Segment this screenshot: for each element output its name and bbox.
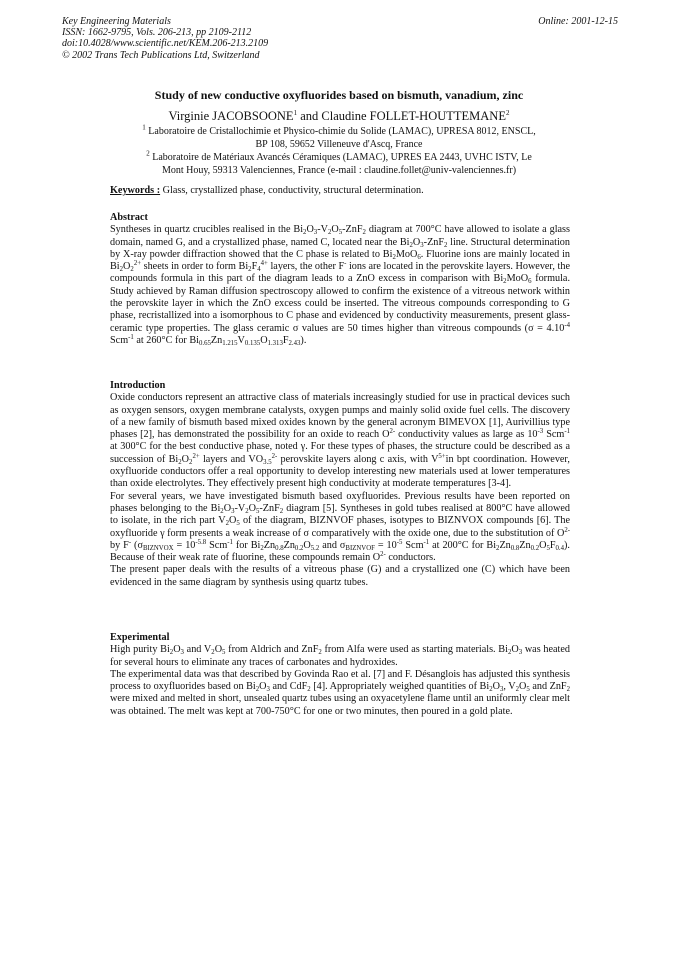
author-1: Virginie JACOBSOONE	[168, 109, 294, 123]
introduction-section	[110, 380, 570, 589]
affiliation-1: $^1$ Laboratoire de Cristallochimie et Physico-chimie du Solide (LAMAC), UPRESA 8012, ENSCL, BP 108, 59652 Villeneuve d'Ascq, France	[142, 123, 536, 150]
keywords	[110, 185, 570, 196]
online-date: Online: 2001-12-15	[538, 16, 618, 27]
author-line: Virginie JACOBSOONE$^1$ and Claudine FOLLET-HOUTTEMANE$^2$	[168, 108, 510, 123]
introduction-paragraph-2: For several years, we have investigated bismuth based oxyfluorides. Previous results have been reported on phases belonging to the $Bi_2O_3-V_2O_5-ZnF_2$ diagram [5]. Syntheses in gold tubes realised at 800°C have allowed to isolate, in the rich part $V_2O_5$ of the diagram, BIZNVOF phases, isotypes to BIZNVOX compounds [6]. The oxyfluoride γ form presents a weak increase of σ comparatively with the oxide one, due to the substitution of $O^{2-}$ by F- ($\sigma_{BIZNVOX} = 10^{-5.8}$ Scm$^{-1}$ for $Bi_2Zn_{0.8}Zn_{0.2}O_{5.2}$ and $\sigma_{BIZNVOF} = 10^{-5}$ Scm$^{-1}$ at 200°C for $Bi_2Zn_{0.8}Zn_{0.2}O_5F_{0.4}$). Because of their weak rate of fluorine, these compounds remain $O^{2-}$ conductors.	[110, 490, 570, 564]
abstract-heading: Abstract	[110, 212, 148, 223]
introduction-paragraph-3: The present paper deals with the results of a vitreous phase (G) and a crystallized one (C) which have been evidenced in the same diagram by synthesis using quartz tubes.	[110, 564, 570, 588]
issn-line: ISSN: 1662-9795, Vols. 206-213, pp 2109-2112	[62, 27, 252, 39]
keywords-text: Glass, crystallized phase, conductivity, structural determination.	[162, 185, 424, 196]
experimental-paragraph-1: High purity $Bi_2O_3$ and $V_2O_5$ from Aldrich and ZnF$_2$ from Alfa were used as starting materials. $Bi_2O_3$ was heated for several hours to eliminate any traces of carbonates and hydroxides.	[110, 644, 570, 668]
keywords-label: Keywords :	[110, 185, 161, 196]
abstract-text: Syntheses in quartz crucibles realised in the $Bi_2O_3-V_2O_5-ZnF_2$ diagram at 700°C have allowed to isolate a glass domain, named G, and a crystallized phase, named C, located near the $Bi_2O_3-ZnF_2$ line. Structural determination by X-ray powder diffraction showed that the C phase is related to $Bi_2MoO_6$. Fluorine ions are mainly located in $Bi_2O_2^{2+}$ sheets in order to form $Bi_2F_4^{4+}$ layers, the other F- ions are located in the perovskite layers. However, the compounds formula in this part of the diagram leads to a ZnO excess in comparison with $Bi_2MoO_6$ formula. Study achieved by Raman diffusion spectroscopy allowed to confirm the existence of a vitreous network within the perovskite layer in which the ZnO excess could be inserted. The vitreous compounds corresponding to G phase, recristallized into a isomorphous to C phase and evidenced by conductivity measurements, present glass-ceramic type properties. The glass ceramic σ values are 50 times higher than vitreous compounds ($\sigma = 4.10^{-4}$ Scm$^{-1}$ at 260°C for $Bi_{0.65}Zn_{1.215}V_{0.135}O_{1.313}F_{2.43}$).	[110, 224, 570, 347]
experimental-section	[110, 632, 570, 718]
paper-title: Study of new conductive oxyfluorides based on bismuth, vanadium, zinc	[154, 88, 524, 102]
introduction-paragraph-1: Oxide conductors represent an attractive class of materials increasingly studied for use in practical devices such as oxygen sensors, oxygen membrane catalysts, oxygen pumps and mainly solid oxide fuel cells. The discovery of a new family of bismuth based mixed oxides known by the general acronym BIMEVOX [1], Aurivillius type phases [2], has demonstrated the possibility for an oxide to reach $O^{2-}$ conductivity values as large as $10^{-3}$ Scm$^{-1}$ at 300°C for the best conductive phase, noted γ. For these types of phases, the structure could be described as a succession of $Bi_2O_2^{2+}$ layers and $VO_{3.5}^{2-}$ perovskite layers along c axis, with $V^{5+}in$ bpt coordination. However, oxyfluoride conductors offer a real opportunity to develop interesting new materials used at lower temperatures than oxide electrolytes. They effectively present high conductivity at moderate temperatures [3-4].	[110, 392, 570, 490]
doi-line[interactable]: doi:10.4028/www.scientific.net/KEM.206-213.2109	[62, 38, 269, 50]
copyright-line: © 2002 Trans Tech Publications Ltd, Switzerland	[62, 49, 260, 61]
introduction-heading: Introduction	[110, 380, 166, 391]
affiliation-2: $^2$ Laboratoire de Matériaux Avancés Céramiques (LAMAC), UPRES EA 2443, UVHC ISTV, Le Mont Houy, 59313 Valenciennes, France (e-mail : claudine.follet@univ-valenciennes.fr)	[146, 149, 532, 176]
experimental-paragraph-2: The experimental data was that described by Govinda Rao et al. [7] and F. Désanglois has adjusted this synthesis process to oxyfluorides based on $Bi_2O_3$ and CdF$_2$ [4]. Appropriately weighed quantities of $Bi_2O_3$, $V_2O_5$ and ZnF$_2$ were mixed and melted in short, unsealed quartz tubes using an oxyacetylene flame until an uniformly clear melt was obtained. The melt was kept at 700-750°C for one or two minutes, then poured in a gold plate.	[110, 668, 571, 717]
journal-header	[62, 16, 618, 61]
abstract-section	[110, 212, 570, 347]
experimental-heading: Experimental	[110, 632, 170, 643]
journal-name: Key Engineering Materials	[62, 16, 171, 27]
author-2: Claudine FOLLET-HOUTTEMANE	[321, 109, 506, 123]
